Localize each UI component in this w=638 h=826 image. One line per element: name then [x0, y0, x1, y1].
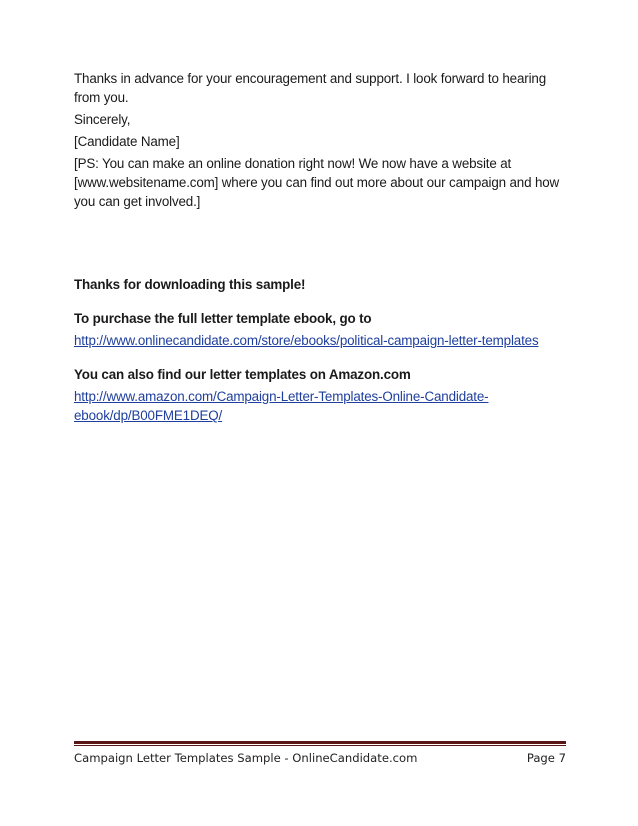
footer-divider-thin [74, 745, 566, 746]
amazon-heading: You can also find our letter templates on Amazon.com [74, 367, 411, 382]
signoff-text: Sincerely, [74, 112, 131, 127]
amazon-link[interactable]: http://www.amazon.com/Campaign-Letter-Templates-Online-Candidate-ebook/dp/B00FME1DEQ/ [74, 389, 489, 423]
candidate-name-placeholder: [Candidate Name] [74, 134, 180, 149]
thanks-heading: Thanks for downloading this sample! [74, 277, 306, 292]
footer-title: Campaign Letter Templates Sample - OnlineCandidate.com [74, 751, 418, 765]
page-footer [74, 751, 566, 765]
page-body [74, 69, 574, 425]
footer-divider [74, 741, 566, 744]
page-number: Page 7 [526, 751, 566, 765]
ps-paragraph: [PS: You can make an online donation right now! We now have a website at [www.websitename.com] where you can find out more about our campaign and how you can get involved.] [74, 156, 560, 209]
purchase-heading: To purchase the full letter template ebook, go to [74, 311, 372, 326]
purchase-link[interactable]: http://www.onlinecandidate.com/store/ebooks/political-campaign-letter-templates [74, 333, 539, 348]
closing-paragraph: Thanks in advance for your encouragement and support. I look forward to hearing from you. [74, 71, 546, 105]
